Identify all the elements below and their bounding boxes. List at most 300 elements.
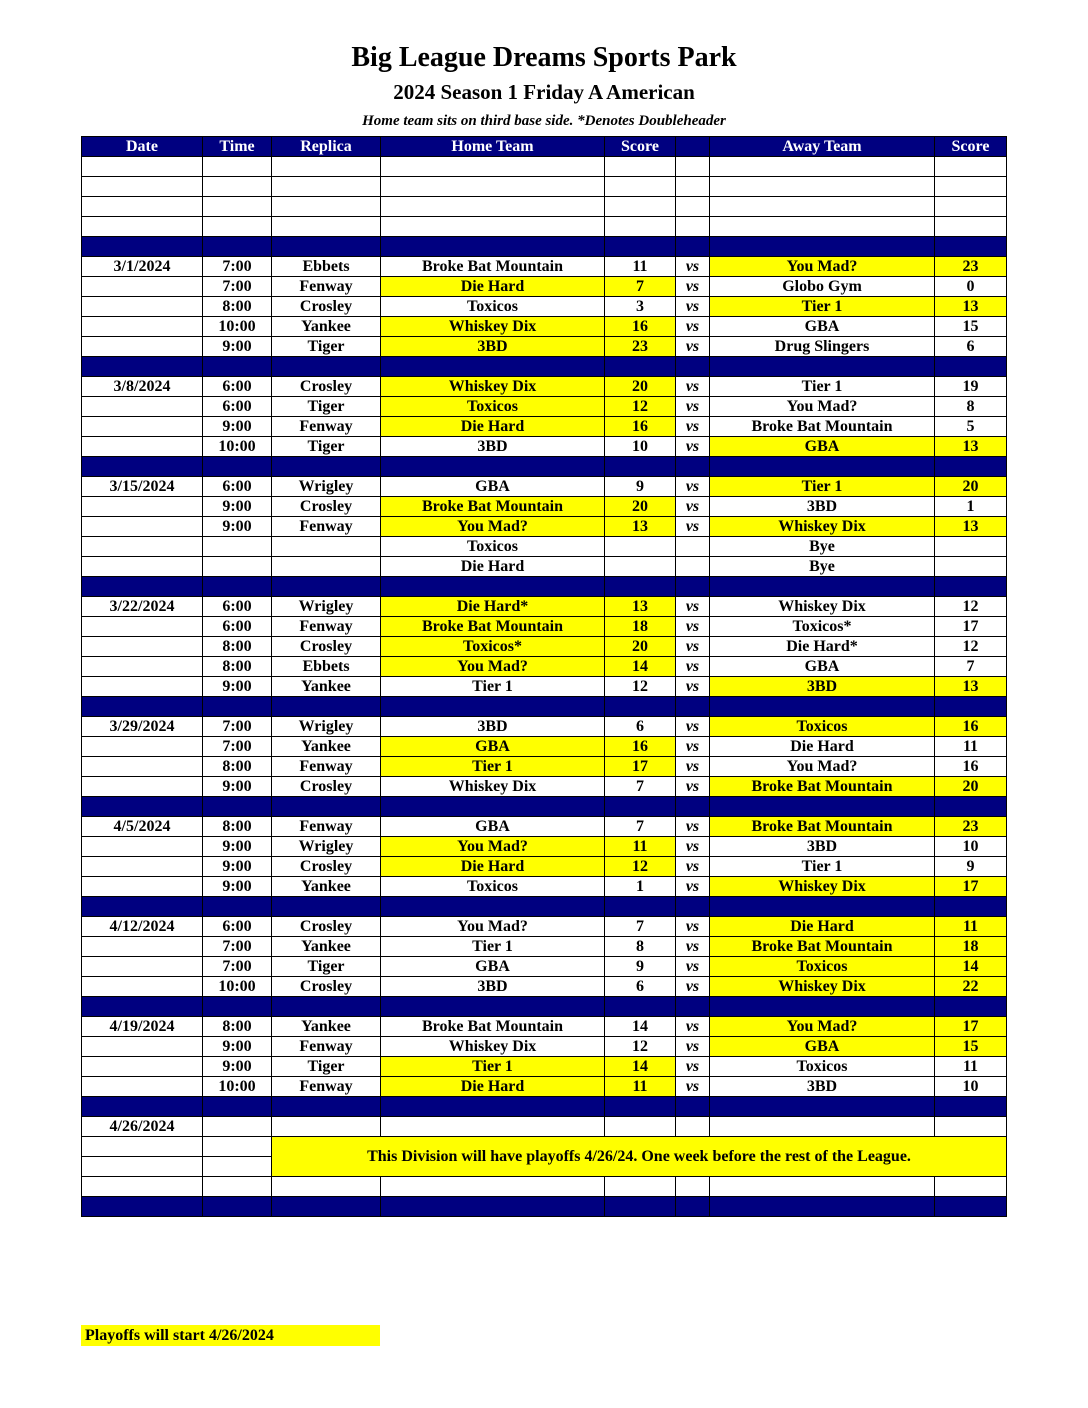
empty-cell xyxy=(935,217,1007,237)
game-row xyxy=(82,777,1007,797)
separator-cell xyxy=(676,357,710,377)
separator-cell xyxy=(272,357,381,377)
empty-row xyxy=(82,1177,1007,1197)
home-team: Toxicos xyxy=(381,397,605,417)
game-time: 7:00 xyxy=(203,937,272,957)
separator-cell xyxy=(381,457,605,477)
game-replica xyxy=(272,537,381,557)
away-score: 6 xyxy=(935,337,1007,357)
game-row xyxy=(82,757,1007,777)
game-row xyxy=(82,917,1007,937)
away-team: Tier 1 xyxy=(710,377,935,397)
separator-cell xyxy=(203,697,272,717)
away-team: Broke Bat Mountain xyxy=(710,777,935,797)
separator-cell xyxy=(203,1097,272,1117)
col-header-vs xyxy=(676,137,710,157)
game-replica: Wrigley xyxy=(272,477,381,497)
separator-cell xyxy=(935,1197,1007,1217)
game-date xyxy=(82,277,203,297)
home-score: 11 xyxy=(605,257,676,277)
separator-cell xyxy=(710,697,935,717)
game-row xyxy=(82,517,1007,537)
separator-cell xyxy=(82,797,203,817)
away-team: GBA xyxy=(710,317,935,337)
col-header-home-score: Score xyxy=(605,137,676,157)
game-replica: Yankee xyxy=(272,937,381,957)
empty-cell xyxy=(605,217,676,237)
separator-cell xyxy=(272,897,381,917)
game-row xyxy=(82,837,1007,857)
col-header-date: Date xyxy=(82,137,203,157)
game-replica: Tiger xyxy=(272,957,381,977)
game-time: 10:00 xyxy=(203,977,272,997)
separator-cell xyxy=(203,797,272,817)
home-team: Broke Bat Mountain xyxy=(381,497,605,517)
separator-cell xyxy=(381,797,605,817)
game-time: 6:00 xyxy=(203,917,272,937)
separator-cell xyxy=(82,457,203,477)
empty-cell xyxy=(203,197,272,217)
week-separator xyxy=(82,457,1007,477)
empty-cell xyxy=(710,1177,935,1197)
game-date xyxy=(82,437,203,457)
vs-label: vs xyxy=(676,517,710,537)
game-time: 8:00 xyxy=(203,297,272,317)
vs-label: vs xyxy=(676,957,710,977)
empty-row xyxy=(82,177,1007,197)
col-header-time: Time xyxy=(203,137,272,157)
separator-cell xyxy=(676,577,710,597)
empty-cell xyxy=(381,157,605,177)
separator-cell xyxy=(710,1097,935,1117)
empty-cell xyxy=(676,1177,710,1197)
home-score: 14 xyxy=(605,1057,676,1077)
game-replica: Wrigley xyxy=(272,597,381,617)
week-separator xyxy=(82,577,1007,597)
game-replica: Crosley xyxy=(272,497,381,517)
separator-cell xyxy=(272,1197,381,1217)
game-replica: Wrigley xyxy=(272,837,381,857)
game-row xyxy=(82,417,1007,437)
away-score: 11 xyxy=(935,917,1007,937)
game-date xyxy=(82,657,203,677)
game-row xyxy=(82,937,1007,957)
home-score: 12 xyxy=(605,397,676,417)
away-team: Die Hard xyxy=(710,917,935,937)
home-team: Die Hard* xyxy=(381,597,605,617)
game-row xyxy=(82,637,1007,657)
home-score: 11 xyxy=(605,837,676,857)
empty-cell xyxy=(605,197,676,217)
home-team: You Mad? xyxy=(381,517,605,537)
game-time xyxy=(203,537,272,557)
empty-cell xyxy=(82,1157,203,1177)
week-separator xyxy=(82,797,1007,817)
away-team: Bye xyxy=(710,557,935,577)
vs-label: vs xyxy=(676,277,710,297)
separator-cell xyxy=(676,457,710,477)
empty-cell xyxy=(272,1117,381,1137)
separator-cell xyxy=(676,697,710,717)
game-row xyxy=(82,497,1007,517)
away-team: Toxicos* xyxy=(710,617,935,637)
game-date xyxy=(82,617,203,637)
game-row xyxy=(82,1017,1007,1037)
vs-label: vs xyxy=(676,437,710,457)
away-score: 14 xyxy=(935,957,1007,977)
separator-cell xyxy=(82,237,203,257)
game-row xyxy=(82,677,1007,697)
game-date xyxy=(82,837,203,857)
home-team: GBA xyxy=(381,477,605,497)
home-team: Tier 1 xyxy=(381,937,605,957)
game-time: 6:00 xyxy=(203,617,272,637)
separator-cell xyxy=(381,1097,605,1117)
away-team: 3BD xyxy=(710,1077,935,1097)
empty-cell xyxy=(272,197,381,217)
game-row xyxy=(82,817,1007,837)
vs-label: vs xyxy=(676,397,710,417)
home-team: 3BD xyxy=(381,717,605,737)
empty-cell xyxy=(272,217,381,237)
game-date: 4/19/2024 xyxy=(82,1017,203,1037)
game-date xyxy=(82,857,203,877)
vs-label: vs xyxy=(676,477,710,497)
vs-label: vs xyxy=(676,637,710,657)
empty-cell xyxy=(82,157,203,177)
separator-cell xyxy=(82,697,203,717)
game-replica: Yankee xyxy=(272,677,381,697)
separator-cell xyxy=(935,797,1007,817)
vs-label: vs xyxy=(676,377,710,397)
home-score: 20 xyxy=(605,497,676,517)
empty-cell xyxy=(82,197,203,217)
away-team: Whiskey Dix xyxy=(710,517,935,537)
game-row xyxy=(82,717,1007,737)
game-replica: Fenway xyxy=(272,277,381,297)
game-date xyxy=(82,637,203,657)
separator-cell xyxy=(605,357,676,377)
away-score: 23 xyxy=(935,817,1007,837)
game-replica: Tiger xyxy=(272,437,381,457)
game-replica: Tiger xyxy=(272,397,381,417)
separator-cell xyxy=(710,797,935,817)
game-replica: Crosley xyxy=(272,377,381,397)
week-separator xyxy=(82,897,1007,917)
col-header-home-team: Home Team xyxy=(381,137,605,157)
away-score: 5 xyxy=(935,417,1007,437)
home-team: Whiskey Dix xyxy=(381,317,605,337)
game-row xyxy=(82,477,1007,497)
game-date xyxy=(82,1037,203,1057)
vs-label: vs xyxy=(676,837,710,857)
separator-cell xyxy=(935,577,1007,597)
home-team: Whiskey Dix xyxy=(381,377,605,397)
away-score: 17 xyxy=(935,617,1007,637)
away-score: 8 xyxy=(935,397,1007,417)
week-separator xyxy=(82,697,1007,717)
header-note: Home team sits on third base side. *Denotes Doubleheader xyxy=(362,113,726,129)
vs-label: vs xyxy=(676,1017,710,1037)
separator-cell xyxy=(381,237,605,257)
home-team: You Mad? xyxy=(381,837,605,857)
game-row xyxy=(82,557,1007,577)
separator-cell xyxy=(676,997,710,1017)
game-replica: Crosley xyxy=(272,917,381,937)
home-team: Toxicos xyxy=(381,537,605,557)
empty-cell xyxy=(203,157,272,177)
separator-cell xyxy=(203,457,272,477)
home-team: Broke Bat Mountain xyxy=(381,617,605,637)
game-date xyxy=(82,397,203,417)
empty-cell xyxy=(605,157,676,177)
empty-cell xyxy=(203,177,272,197)
separator-cell xyxy=(676,1197,710,1217)
home-score: 6 xyxy=(605,717,676,737)
separator-cell xyxy=(676,897,710,917)
separator-cell xyxy=(935,997,1007,1017)
game-time: 9:00 xyxy=(203,677,272,697)
game-replica: Wrigley xyxy=(272,717,381,737)
header-row xyxy=(82,137,1007,157)
vs-label: vs xyxy=(676,857,710,877)
separator-cell xyxy=(381,577,605,597)
home-score: 3 xyxy=(605,297,676,317)
away-team: You Mad? xyxy=(710,757,935,777)
separator-cell xyxy=(272,797,381,817)
separator-cell xyxy=(935,357,1007,377)
empty-cell xyxy=(381,197,605,217)
game-replica: Fenway xyxy=(272,1037,381,1057)
game-date xyxy=(82,977,203,997)
away-score xyxy=(935,557,1007,577)
home-score: 8 xyxy=(605,937,676,957)
page-subtitle: 2024 Season 1 Friday A American xyxy=(393,80,695,104)
empty-cell xyxy=(82,1177,203,1197)
game-date xyxy=(82,297,203,317)
game-date xyxy=(82,497,203,517)
vs-label xyxy=(676,537,710,557)
separator-cell xyxy=(676,237,710,257)
away-team: Broke Bat Mountain xyxy=(710,417,935,437)
home-team: GBA xyxy=(381,737,605,757)
away-score: 1 xyxy=(935,497,1007,517)
separator-cell xyxy=(272,1097,381,1117)
home-score: 13 xyxy=(605,517,676,537)
game-row xyxy=(82,277,1007,297)
week-separator xyxy=(82,1097,1007,1117)
empty-cell xyxy=(272,157,381,177)
home-score: 9 xyxy=(605,477,676,497)
empty-cell xyxy=(710,217,935,237)
empty-cell xyxy=(82,177,203,197)
game-replica: Crosley xyxy=(272,857,381,877)
separator-cell xyxy=(272,997,381,1017)
away-score: 0 xyxy=(935,277,1007,297)
game-time: 8:00 xyxy=(203,1017,272,1037)
game-time: 7:00 xyxy=(203,277,272,297)
away-score: 13 xyxy=(935,437,1007,457)
col-header-away-score: Score xyxy=(935,137,1007,157)
away-team: GBA xyxy=(710,437,935,457)
game-replica: Crosley xyxy=(272,297,381,317)
game-time: 7:00 xyxy=(203,717,272,737)
away-score: 13 xyxy=(935,297,1007,317)
game-time: 9:00 xyxy=(203,877,272,897)
game-time: 6:00 xyxy=(203,477,272,497)
away-score: 20 xyxy=(935,777,1007,797)
game-date: 4/5/2024 xyxy=(82,817,203,837)
week-separator xyxy=(82,237,1007,257)
game-date xyxy=(82,877,203,897)
game-row xyxy=(82,1077,1007,1097)
home-score: 16 xyxy=(605,737,676,757)
away-score: 13 xyxy=(935,517,1007,537)
separator-cell xyxy=(381,357,605,377)
home-score: 6 xyxy=(605,977,676,997)
game-date xyxy=(82,737,203,757)
away-score: 16 xyxy=(935,757,1007,777)
schedule-table xyxy=(81,136,1007,1217)
empty-cell xyxy=(381,217,605,237)
vs-label: vs xyxy=(676,337,710,357)
separator-cell xyxy=(203,1197,272,1217)
vs-label: vs xyxy=(676,1057,710,1077)
away-score: 23 xyxy=(935,257,1007,277)
separator-cell xyxy=(272,457,381,477)
separator-cell xyxy=(676,1097,710,1117)
separator-cell xyxy=(676,797,710,817)
vs-label: vs xyxy=(676,497,710,517)
game-replica: Yankee xyxy=(272,877,381,897)
game-replica: Fenway xyxy=(272,1077,381,1097)
game-replica: Fenway xyxy=(272,757,381,777)
away-team: Whiskey Dix xyxy=(710,977,935,997)
game-row xyxy=(82,597,1007,617)
game-time: 8:00 xyxy=(203,817,272,837)
home-score: 7 xyxy=(605,777,676,797)
away-score: 7 xyxy=(935,657,1007,677)
home-team: You Mad? xyxy=(381,917,605,937)
home-score: 14 xyxy=(605,657,676,677)
game-time: 9:00 xyxy=(203,1057,272,1077)
game-time: 10:00 xyxy=(203,1077,272,1097)
game-time: 6:00 xyxy=(203,597,272,617)
home-score: 16 xyxy=(605,417,676,437)
away-team: Globo Gym xyxy=(710,277,935,297)
game-date: 3/8/2024 xyxy=(82,377,203,397)
vs-label: vs xyxy=(676,877,710,897)
col-header-away-team: Away Team xyxy=(710,137,935,157)
home-team: You Mad? xyxy=(381,657,605,677)
empty-cell xyxy=(935,157,1007,177)
away-team: Broke Bat Mountain xyxy=(710,937,935,957)
away-score: 11 xyxy=(935,1057,1007,1077)
separator-cell xyxy=(935,897,1007,917)
game-row xyxy=(82,957,1007,977)
empty-cell xyxy=(710,197,935,217)
home-team: 3BD xyxy=(381,977,605,997)
away-score: 15 xyxy=(935,1037,1007,1057)
game-row xyxy=(82,337,1007,357)
separator-cell xyxy=(605,997,676,1017)
game-row xyxy=(82,657,1007,677)
vs-label: vs xyxy=(676,717,710,737)
separator-cell xyxy=(605,697,676,717)
separator-cell xyxy=(82,1197,203,1217)
away-team: Toxicos xyxy=(710,717,935,737)
vs-label: vs xyxy=(676,617,710,637)
empty-cell xyxy=(203,1177,272,1197)
away-team: 3BD xyxy=(710,677,935,697)
home-score: 9 xyxy=(605,957,676,977)
away-team: Toxicos xyxy=(710,957,935,977)
empty-row xyxy=(82,197,1007,217)
game-row xyxy=(82,537,1007,557)
home-team: Toxicos* xyxy=(381,637,605,657)
separator-cell xyxy=(605,237,676,257)
away-score: 11 xyxy=(935,737,1007,757)
vs-label: vs xyxy=(676,977,710,997)
game-row xyxy=(82,397,1007,417)
game-date xyxy=(82,417,203,437)
vs-label: vs xyxy=(676,817,710,837)
playoff-message: This Division will have playoffs 4/26/24. One week before the rest of the League. xyxy=(272,1137,1007,1177)
vs-label: vs xyxy=(676,757,710,777)
away-score: 17 xyxy=(935,877,1007,897)
game-time: 9:00 xyxy=(203,1037,272,1057)
home-score: 1 xyxy=(605,877,676,897)
game-time: 6:00 xyxy=(203,377,272,397)
playoff-date-row xyxy=(82,1117,1007,1137)
separator-cell xyxy=(710,1197,935,1217)
game-time: 10:00 xyxy=(203,437,272,457)
game-replica: Crosley xyxy=(272,977,381,997)
home-score xyxy=(605,537,676,557)
home-score: 7 xyxy=(605,817,676,837)
game-time: 8:00 xyxy=(203,657,272,677)
empty-cell xyxy=(676,197,710,217)
away-score: 13 xyxy=(935,677,1007,697)
separator-cell xyxy=(605,457,676,477)
vs-label: vs xyxy=(676,657,710,677)
separator-cell xyxy=(82,357,203,377)
game-date xyxy=(82,1057,203,1077)
empty-cell xyxy=(676,1117,710,1137)
home-score: 12 xyxy=(605,857,676,877)
game-time: 6:00 xyxy=(203,397,272,417)
empty-cell xyxy=(676,217,710,237)
vs-label: vs xyxy=(676,937,710,957)
separator-cell xyxy=(710,237,935,257)
home-score: 16 xyxy=(605,317,676,337)
playoff-note-row xyxy=(82,1137,1007,1157)
game-row xyxy=(82,377,1007,397)
away-score: 17 xyxy=(935,1017,1007,1037)
empty-cell xyxy=(676,177,710,197)
home-team: Toxicos xyxy=(381,297,605,317)
game-replica: Yankee xyxy=(272,317,381,337)
vs-label: vs xyxy=(676,417,710,437)
away-team: Tier 1 xyxy=(710,857,935,877)
home-team: 3BD xyxy=(381,337,605,357)
vs-label: vs xyxy=(676,1077,710,1097)
away-score: 10 xyxy=(935,1077,1007,1097)
game-date xyxy=(82,1077,203,1097)
away-score: 19 xyxy=(935,377,1007,397)
game-replica: Crosley xyxy=(272,777,381,797)
away-score: 9 xyxy=(935,857,1007,877)
